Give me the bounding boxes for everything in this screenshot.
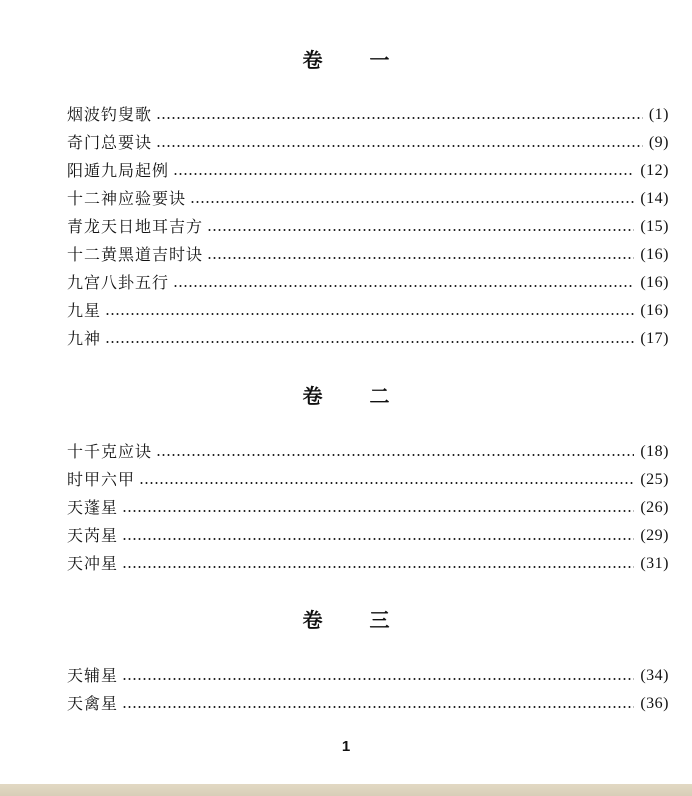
dot-leader (122, 678, 634, 680)
entry-title: 天冲星 (67, 554, 119, 573)
entry-page-number: (18) (640, 443, 669, 460)
toc-entry[interactable] (67, 468, 669, 492)
dot-leader (156, 145, 643, 147)
entry-title: 十二黄黑道吉时诀 (67, 245, 204, 264)
entry-title: 九宫八卦五行 (67, 273, 170, 292)
entry-page-number: (34) (640, 667, 669, 684)
entry-page-number: (12) (640, 162, 669, 179)
entry-title: 十二神应验要诀 (67, 189, 187, 208)
entry-page-number: (16) (640, 274, 669, 291)
toc-entry[interactable] (67, 327, 669, 351)
toc-entry[interactable] (67, 524, 669, 548)
toc-entry[interactable] (67, 187, 669, 211)
entry-title: 烟波钓叟歌 (67, 105, 153, 124)
entry-page-number: (17) (640, 330, 669, 347)
dot-leader (173, 173, 634, 175)
toc-entry[interactable] (67, 131, 669, 155)
toc-entry[interactable] (67, 243, 669, 267)
entry-page-number: (9) (648, 134, 669, 151)
entry-title: 天辅星 (67, 666, 119, 685)
toc-entry[interactable] (67, 299, 669, 323)
entry-title: 九神 (67, 329, 102, 348)
entry-page-number: (31) (640, 555, 669, 572)
entry-page-number: (15) (640, 218, 669, 235)
entry-page-number: (29) (640, 527, 669, 544)
dot-leader (105, 313, 634, 315)
toc-entry[interactable] (67, 271, 669, 295)
entry-title: 时甲六甲 (67, 470, 136, 489)
entry-page-number: (16) (640, 302, 669, 319)
dot-leader (105, 341, 634, 343)
dot-leader (207, 257, 634, 259)
page-number: 1 (341, 738, 351, 755)
toc-entry[interactable] (67, 692, 669, 716)
toc-entry[interactable] (67, 103, 669, 127)
volume-heading-1: 卷 一 (302, 48, 410, 72)
dot-leader (122, 706, 634, 708)
entry-page-number: (25) (640, 471, 669, 488)
toc-entry[interactable] (67, 552, 669, 576)
dot-leader (122, 566, 634, 568)
dot-leader (173, 285, 634, 287)
entry-title: 十千克应诀 (67, 442, 153, 461)
dot-leader (122, 510, 634, 512)
toc-entry[interactable] (67, 159, 669, 183)
entry-title: 青龙天日地耳吉方 (67, 217, 204, 236)
toc-entry[interactable] (67, 496, 669, 520)
dot-leader (156, 117, 643, 119)
toc-entry[interactable] (67, 664, 669, 688)
entry-page-number: (14) (640, 190, 669, 207)
volume-heading-2: 卷 二 (302, 384, 410, 408)
entry-title: 九星 (67, 301, 102, 320)
entry-title: 天芮星 (67, 526, 119, 545)
toc-entry[interactable] (67, 215, 669, 239)
dot-leader (156, 454, 634, 456)
entry-page-number: (26) (640, 499, 669, 516)
entry-page-number: (1) (648, 106, 669, 123)
dot-leader (207, 229, 634, 231)
dot-leader (122, 538, 634, 540)
page-edge-strip (0, 784, 692, 796)
entry-title: 奇门总要诀 (67, 133, 153, 152)
entry-title: 天禽星 (67, 694, 119, 713)
volume-heading-3: 卷 三 (302, 608, 410, 632)
entry-page-number: (16) (640, 246, 669, 263)
entry-title: 阳遁九局起例 (67, 161, 170, 180)
entry-page-number: (36) (640, 695, 669, 712)
dot-leader (190, 201, 634, 203)
entry-title: 天蓬星 (67, 498, 119, 517)
dot-leader (139, 482, 634, 484)
toc-entry[interactable] (67, 440, 669, 464)
